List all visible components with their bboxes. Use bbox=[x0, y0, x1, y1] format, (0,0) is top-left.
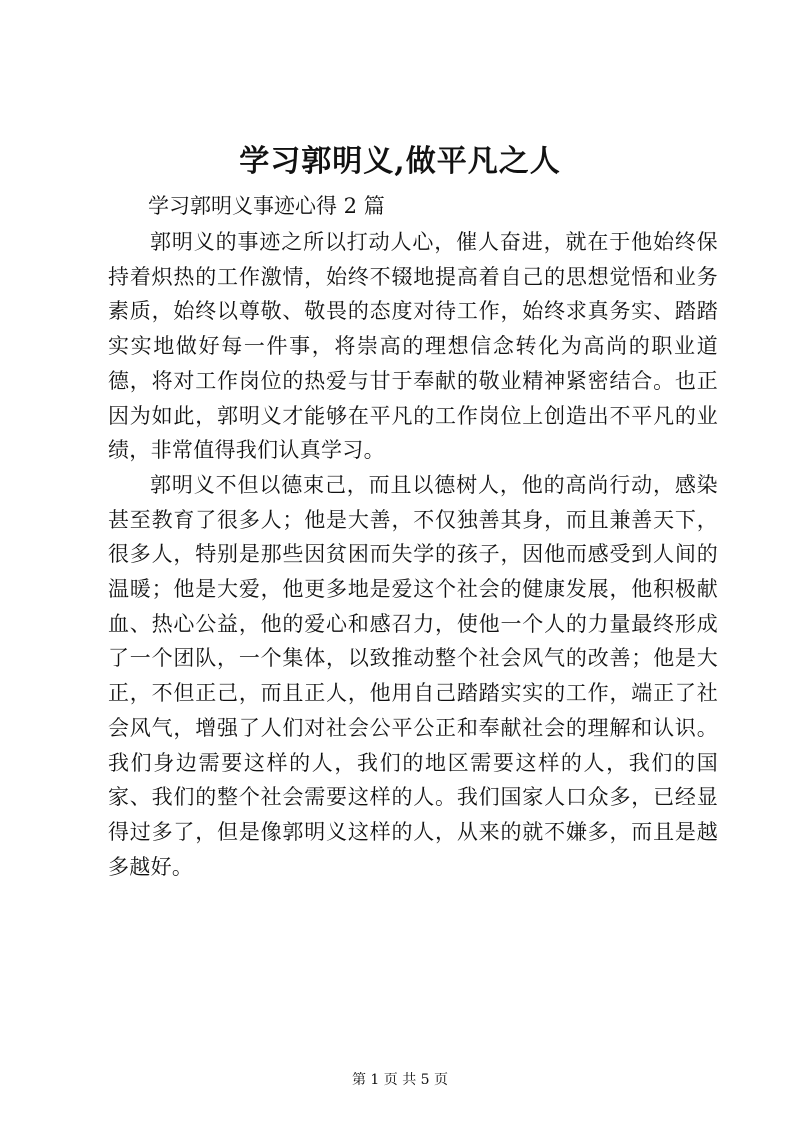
paragraph-1: 郭明义的事迹之所以打动人心，催人奋进，就在于他始终保持着炽热的工作激情，始终不辍地提高着自己的思想觉悟和业务素质，始终以尊敬、敬畏的态度对待工作，始终求真务实、踏踏实实地做好每一件事，将崇高的理想信念转化为高尚的职业道德，将对工作岗位的热爱与甘于奉献的敬业精神紧密结合。也正因为如此，郭明义才能够在平凡的工作岗位上创造出不平凡的业绩，非常值得我们认真学习。 bbox=[108, 230, 718, 463]
paragraph-2: 郭明义不但以德束己，而且以德树人，他的高尚行动，感染甚至教育了很多人；他是大善，不仅独善其身，而且兼善天下，很多人，特别是那些因贫困而失学的孩子，因他而感受到人间的温暖；他是大爱，他更多地是爱这个社会的健康发展，他积极献血、热心公益，他的爱心和感召力，使他一个人的力量最终形成了一个团队，一个集体，以致推动整个社会风气的改善；他是大正，不但正己，而且正人，他用自己踏踏实实的工作，端正了社会风气，增强了人们对社会公平公正和奉献社会的理解和认识。我们身边需要这样的人，我们的地区需要这样的人，我们的国家、我们的整个社会需要这样的人。我们国家人口众多，已经显得过多了，但是像郭明义这样的人，从来的就不嫌多，而且是越多越好。 bbox=[108, 472, 718, 879]
page-footer: 第 1 页 共 5 页 bbox=[351, 1072, 449, 1088]
document-body bbox=[108, 225, 718, 884]
document-subtitle: 学习郭明义事迹心得 2 篇 bbox=[148, 194, 385, 218]
document-title: 学习郭明义,做平凡之人 bbox=[239, 144, 561, 179]
